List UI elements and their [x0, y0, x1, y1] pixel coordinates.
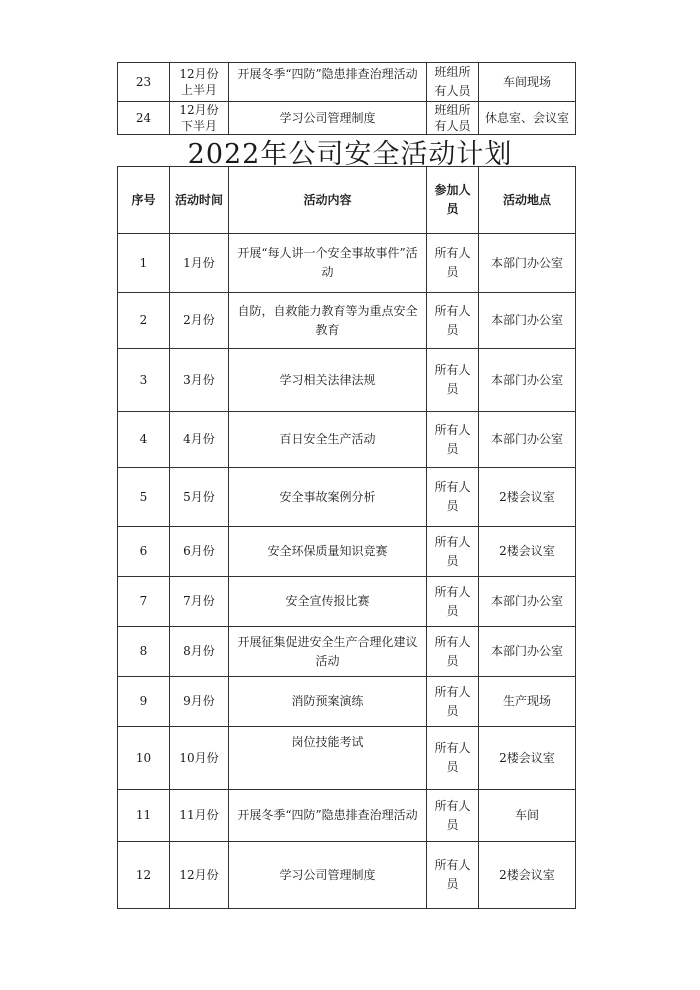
participants: 所有人员: [427, 677, 479, 727]
participants: 所有人员: [427, 577, 479, 627]
activity-content: 开展“每人讲一个安全事故事件”活动: [229, 234, 427, 293]
activity-content: 开展冬季“四防”隐患排查治理活动: [229, 790, 427, 842]
activity-content: 安全环保质量知识竞赛: [229, 527, 427, 577]
activity-location: 本部门办公室: [479, 234, 576, 293]
participants: 所有人员: [427, 627, 479, 677]
row-number: 4: [118, 412, 170, 468]
table-row: [118, 293, 576, 349]
activity-time: 3月份: [170, 349, 229, 412]
activity-location: 2楼会议室: [479, 527, 576, 577]
header-content: 活动内容: [229, 167, 427, 234]
activity-location: 本部门办公室: [479, 293, 576, 349]
participants: 所有人员: [427, 293, 479, 349]
row-number: 11: [118, 790, 170, 842]
row-number: 8: [118, 627, 170, 677]
activity-time: 12月份下半月: [170, 102, 229, 135]
activity-content: 安全事故案例分析: [229, 468, 427, 527]
table-row: [118, 412, 576, 468]
table-row: [118, 842, 576, 909]
header-no: 序号: [118, 167, 170, 234]
activity-content: 自防，自救能力教育等为重点安全教育: [229, 293, 427, 349]
activity-time: 4月份: [170, 412, 229, 468]
participants: 所有人员: [427, 527, 479, 577]
participants: 班组所有人员: [427, 102, 479, 135]
activity-time: 8月份: [170, 627, 229, 677]
participants: 所有人员: [427, 349, 479, 412]
activity-location: 本部门办公室: [479, 577, 576, 627]
table-row: [118, 527, 576, 577]
activity-content: 开展冬季“四防”隐患排查治理活动: [229, 63, 427, 102]
activity-time: 2月份: [170, 293, 229, 349]
activity-location: 2楼会议室: [479, 842, 576, 909]
previous-plan-table-continuation: [117, 62, 576, 135]
row-number: 6: [118, 527, 170, 577]
activity-location: 本部门办公室: [479, 412, 576, 468]
activity-location: 本部门办公室: [479, 627, 576, 677]
activity-content: 开展征集促进安全生产合理化建议活动: [229, 627, 427, 677]
participants: 班组所有人员: [427, 63, 479, 102]
participants: 所有人员: [427, 234, 479, 293]
row-number: 12: [118, 842, 170, 909]
activity-location: 车间: [479, 790, 576, 842]
row-number: 24: [118, 102, 170, 135]
activity-location: 2楼会议室: [479, 468, 576, 527]
participants: 所有人员: [427, 842, 479, 909]
row-number: 7: [118, 577, 170, 627]
activity-time: 7月份: [170, 577, 229, 627]
header-participants: 参加人员: [427, 167, 479, 234]
row-number: 23: [118, 63, 170, 102]
row-number: 10: [118, 727, 170, 790]
activity-content: 学习公司管理制度: [229, 102, 427, 135]
activity-plan-table: [117, 166, 576, 909]
activity-location: 车间现场: [479, 63, 576, 102]
activity-content: 学习相关法律法规: [229, 349, 427, 412]
activity-location: 本部门办公室: [479, 349, 576, 412]
row-number: 9: [118, 677, 170, 727]
table-row: [118, 577, 576, 627]
table-row: [118, 627, 576, 677]
activity-time: 1月份: [170, 234, 229, 293]
activity-time: 11月份: [170, 790, 229, 842]
table-row: [118, 727, 576, 790]
participants: 所有人员: [427, 412, 479, 468]
table-row: [118, 468, 576, 527]
activity-time: 9月份: [170, 677, 229, 727]
participants: 所有人员: [427, 468, 479, 527]
row-number: 2: [118, 293, 170, 349]
participants: 所有人员: [427, 727, 479, 790]
table-row: [118, 677, 576, 727]
activity-location: 2楼会议室: [479, 727, 576, 790]
table-row: [118, 63, 576, 102]
header-time: 活动时间: [170, 167, 229, 234]
participants: 所有人员: [427, 790, 479, 842]
activity-content: 百日安全生产活动: [229, 412, 427, 468]
activity-location: 休息室、会议室: [479, 102, 576, 135]
page-title: 2022年公司安全活动计划: [187, 139, 513, 170]
table-row: [118, 234, 576, 293]
table-row: [118, 102, 576, 135]
activity-time: 5月份: [170, 468, 229, 527]
activity-time: 12月份: [170, 842, 229, 909]
table-header-row: [118, 167, 576, 234]
activity-time: 12月份上半月: [170, 63, 229, 102]
table-row: [118, 790, 576, 842]
activity-content: 岗位技能考试: [229, 727, 427, 790]
header-location: 活动地点: [479, 167, 576, 234]
activity-time: 6月份: [170, 527, 229, 577]
row-number: 3: [118, 349, 170, 412]
activity-content: 学习公司管理制度: [229, 842, 427, 909]
activity-content: 安全宣传报比赛: [229, 577, 427, 627]
activity-time: 10月份: [170, 727, 229, 790]
table-row: [118, 349, 576, 412]
activity-content: 消防预案演练: [229, 677, 427, 727]
activity-location: 生产现场: [479, 677, 576, 727]
row-number: 5: [118, 468, 170, 527]
row-number: 1: [118, 234, 170, 293]
